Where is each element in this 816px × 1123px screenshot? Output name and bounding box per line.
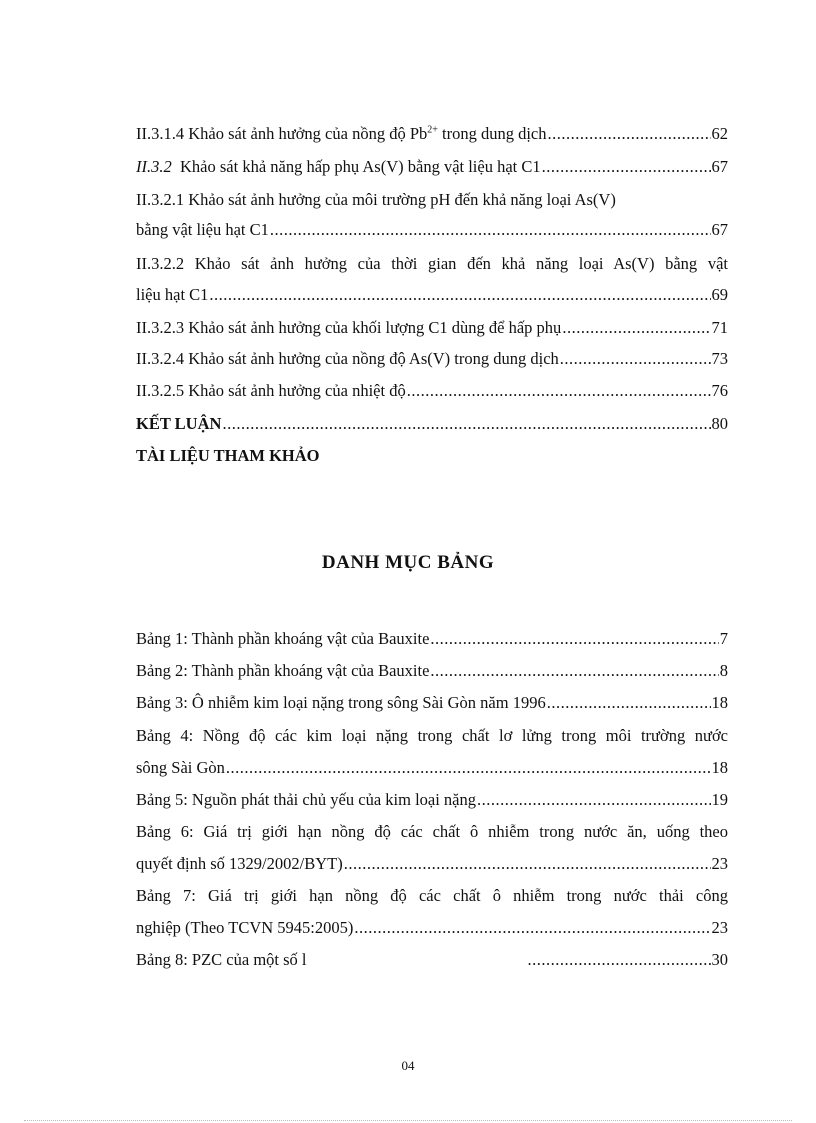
toc-entry bbox=[136, 446, 728, 466]
section-heading: DANH MỤC BẢNG bbox=[321, 552, 495, 573]
table-entry-continued bbox=[136, 758, 728, 778]
page-ref: 23 bbox=[711, 854, 728, 873]
toc-entry-text: bằng vật liệu hạt C1 bbox=[136, 220, 269, 239]
toc-entry-text: Khảo sát khả năng hấp phụ As(V) bằng vật liệu hạt C1 bbox=[180, 157, 541, 176]
toc-entry-text: II.3.2.2 Khảo sát ảnh hưởng của thời gian đến khả năng loại As(V) bằng vật bbox=[136, 254, 728, 273]
table-entry-text: quyết định số 1329/2002/BYT) bbox=[136, 854, 343, 873]
table-entry-text: Bảng 1: Thành phần khoáng vật của Bauxite bbox=[136, 629, 430, 648]
toc-entry-text-rest: trong dung dịch bbox=[437, 124, 547, 143]
section-label: II.3.2 bbox=[136, 157, 172, 176]
table-entry-text: Bảng 7: Giá trị giới hạn nồng độ các chất ô nhiễm trong nước thải công bbox=[136, 886, 728, 905]
page-ref: 67 bbox=[711, 220, 728, 239]
page-ref: 19 bbox=[711, 790, 728, 809]
table-entry-text: Bảng 2: Thành phần khoáng vật của Bauxite bbox=[136, 661, 430, 680]
table-entry-text: nghiệp (Theo TCVN 5945:2005) bbox=[136, 918, 354, 937]
table-entry bbox=[136, 661, 728, 681]
toc-entry-line1 bbox=[136, 190, 728, 210]
page-ref: 30 bbox=[711, 950, 728, 969]
toc-entry-text: KẾT LUẬN bbox=[136, 414, 222, 433]
toc-entry bbox=[136, 349, 728, 369]
toc-entry-text: TÀI LIỆU THAM KHẢO bbox=[136, 446, 320, 465]
toc-entry-text: liệu hạt C1 bbox=[136, 285, 209, 304]
toc-entry-continued bbox=[136, 220, 728, 240]
table-entry bbox=[136, 886, 728, 906]
page-ref: 76 bbox=[711, 381, 728, 400]
dot-leader bbox=[528, 950, 711, 970]
table-entry bbox=[136, 790, 728, 810]
toc-entry-continued bbox=[136, 285, 728, 305]
table-entry-text: Bảng 3: Ô nhiễm kim loại nặng trong sông Sài Gòn năm 1996 bbox=[136, 693, 546, 712]
table-entry-text: Bảng 4: Nồng độ các kim loại nặng trong chất lơ lửng trong môi trường nước bbox=[136, 726, 728, 745]
dot-leader bbox=[542, 157, 711, 177]
table-entry bbox=[136, 629, 728, 649]
table-entry-continued bbox=[136, 918, 728, 938]
toc-entry-text: II.3.2.4 Khảo sát ảnh hưởng của nồng độ As(V) trong dung dịch bbox=[136, 349, 559, 368]
table-entry-text: Bảng 6: Giá trị giới hạn nồng độ các chất ô nhiễm trong nước ăn, uống theo bbox=[136, 822, 728, 841]
toc-entry bbox=[136, 254, 728, 274]
toc-entry bbox=[136, 157, 728, 177]
dot-leader bbox=[209, 285, 710, 305]
table-entry bbox=[136, 950, 728, 970]
page-ref: 67 bbox=[711, 157, 728, 176]
toc-entry bbox=[136, 318, 728, 338]
page-number: 04 bbox=[401, 1058, 415, 1073]
toc-entry bbox=[136, 381, 728, 401]
dot-leader bbox=[560, 349, 711, 369]
dot-leader bbox=[562, 318, 710, 338]
dot-leader bbox=[430, 629, 718, 649]
page-ref: 62 bbox=[711, 124, 728, 143]
table-entry-text: Bảng 8: PZC của một số l bbox=[136, 950, 307, 969]
dot-leader bbox=[430, 661, 718, 681]
toc-entry bbox=[136, 190, 728, 210]
page-ref: 18 bbox=[711, 693, 728, 712]
dot-leader bbox=[407, 381, 711, 401]
page-border bbox=[24, 1120, 792, 1121]
page-ref: 71 bbox=[711, 318, 728, 337]
table-entry bbox=[136, 693, 728, 713]
page-ref: 7 bbox=[719, 629, 728, 648]
toc-entry-text: II.3.2.1 Khảo sát ảnh hưởng của môi trường pH đến khả năng loại As(V) bbox=[136, 190, 616, 209]
table-entry bbox=[136, 726, 728, 746]
dot-leader bbox=[547, 693, 711, 713]
table-entry-text: Bảng 5: Nguồn phát thải chủ yếu của kim loại nặng bbox=[136, 790, 477, 809]
page-ref: 8 bbox=[719, 661, 728, 680]
superscript: 2+ bbox=[427, 124, 438, 136]
table-entry bbox=[136, 822, 728, 842]
dot-leader bbox=[548, 124, 711, 144]
dot-leader bbox=[477, 790, 710, 810]
toc-entry-text: II.3.1.4 Khảo sát ảnh hưởng của nồng độ Pb bbox=[136, 124, 428, 143]
dot-leader bbox=[344, 854, 711, 874]
table-entry-continued bbox=[136, 854, 728, 874]
toc-entry-text: II.3.2.3 Khảo sát ảnh hưởng của khối lượng C1 dùng để hấp phụ bbox=[136, 318, 562, 337]
dot-leader bbox=[354, 918, 710, 938]
toc-entry bbox=[136, 414, 728, 434]
page-ref: 73 bbox=[711, 349, 728, 368]
dot-leader bbox=[270, 220, 711, 240]
dot-leader bbox=[226, 758, 711, 778]
toc-entry-text: II.3.2.5 Khảo sát ảnh hưởng của nhiệt độ bbox=[136, 381, 406, 400]
page-ref: 69 bbox=[711, 285, 728, 304]
toc-entry bbox=[136, 124, 728, 144]
dot-leader bbox=[222, 414, 710, 434]
page-ref: 80 bbox=[711, 414, 728, 433]
page-ref: 23 bbox=[711, 918, 728, 937]
page-ref: 18 bbox=[711, 758, 728, 777]
table-entry-text: sông Sài Gòn bbox=[136, 758, 225, 777]
